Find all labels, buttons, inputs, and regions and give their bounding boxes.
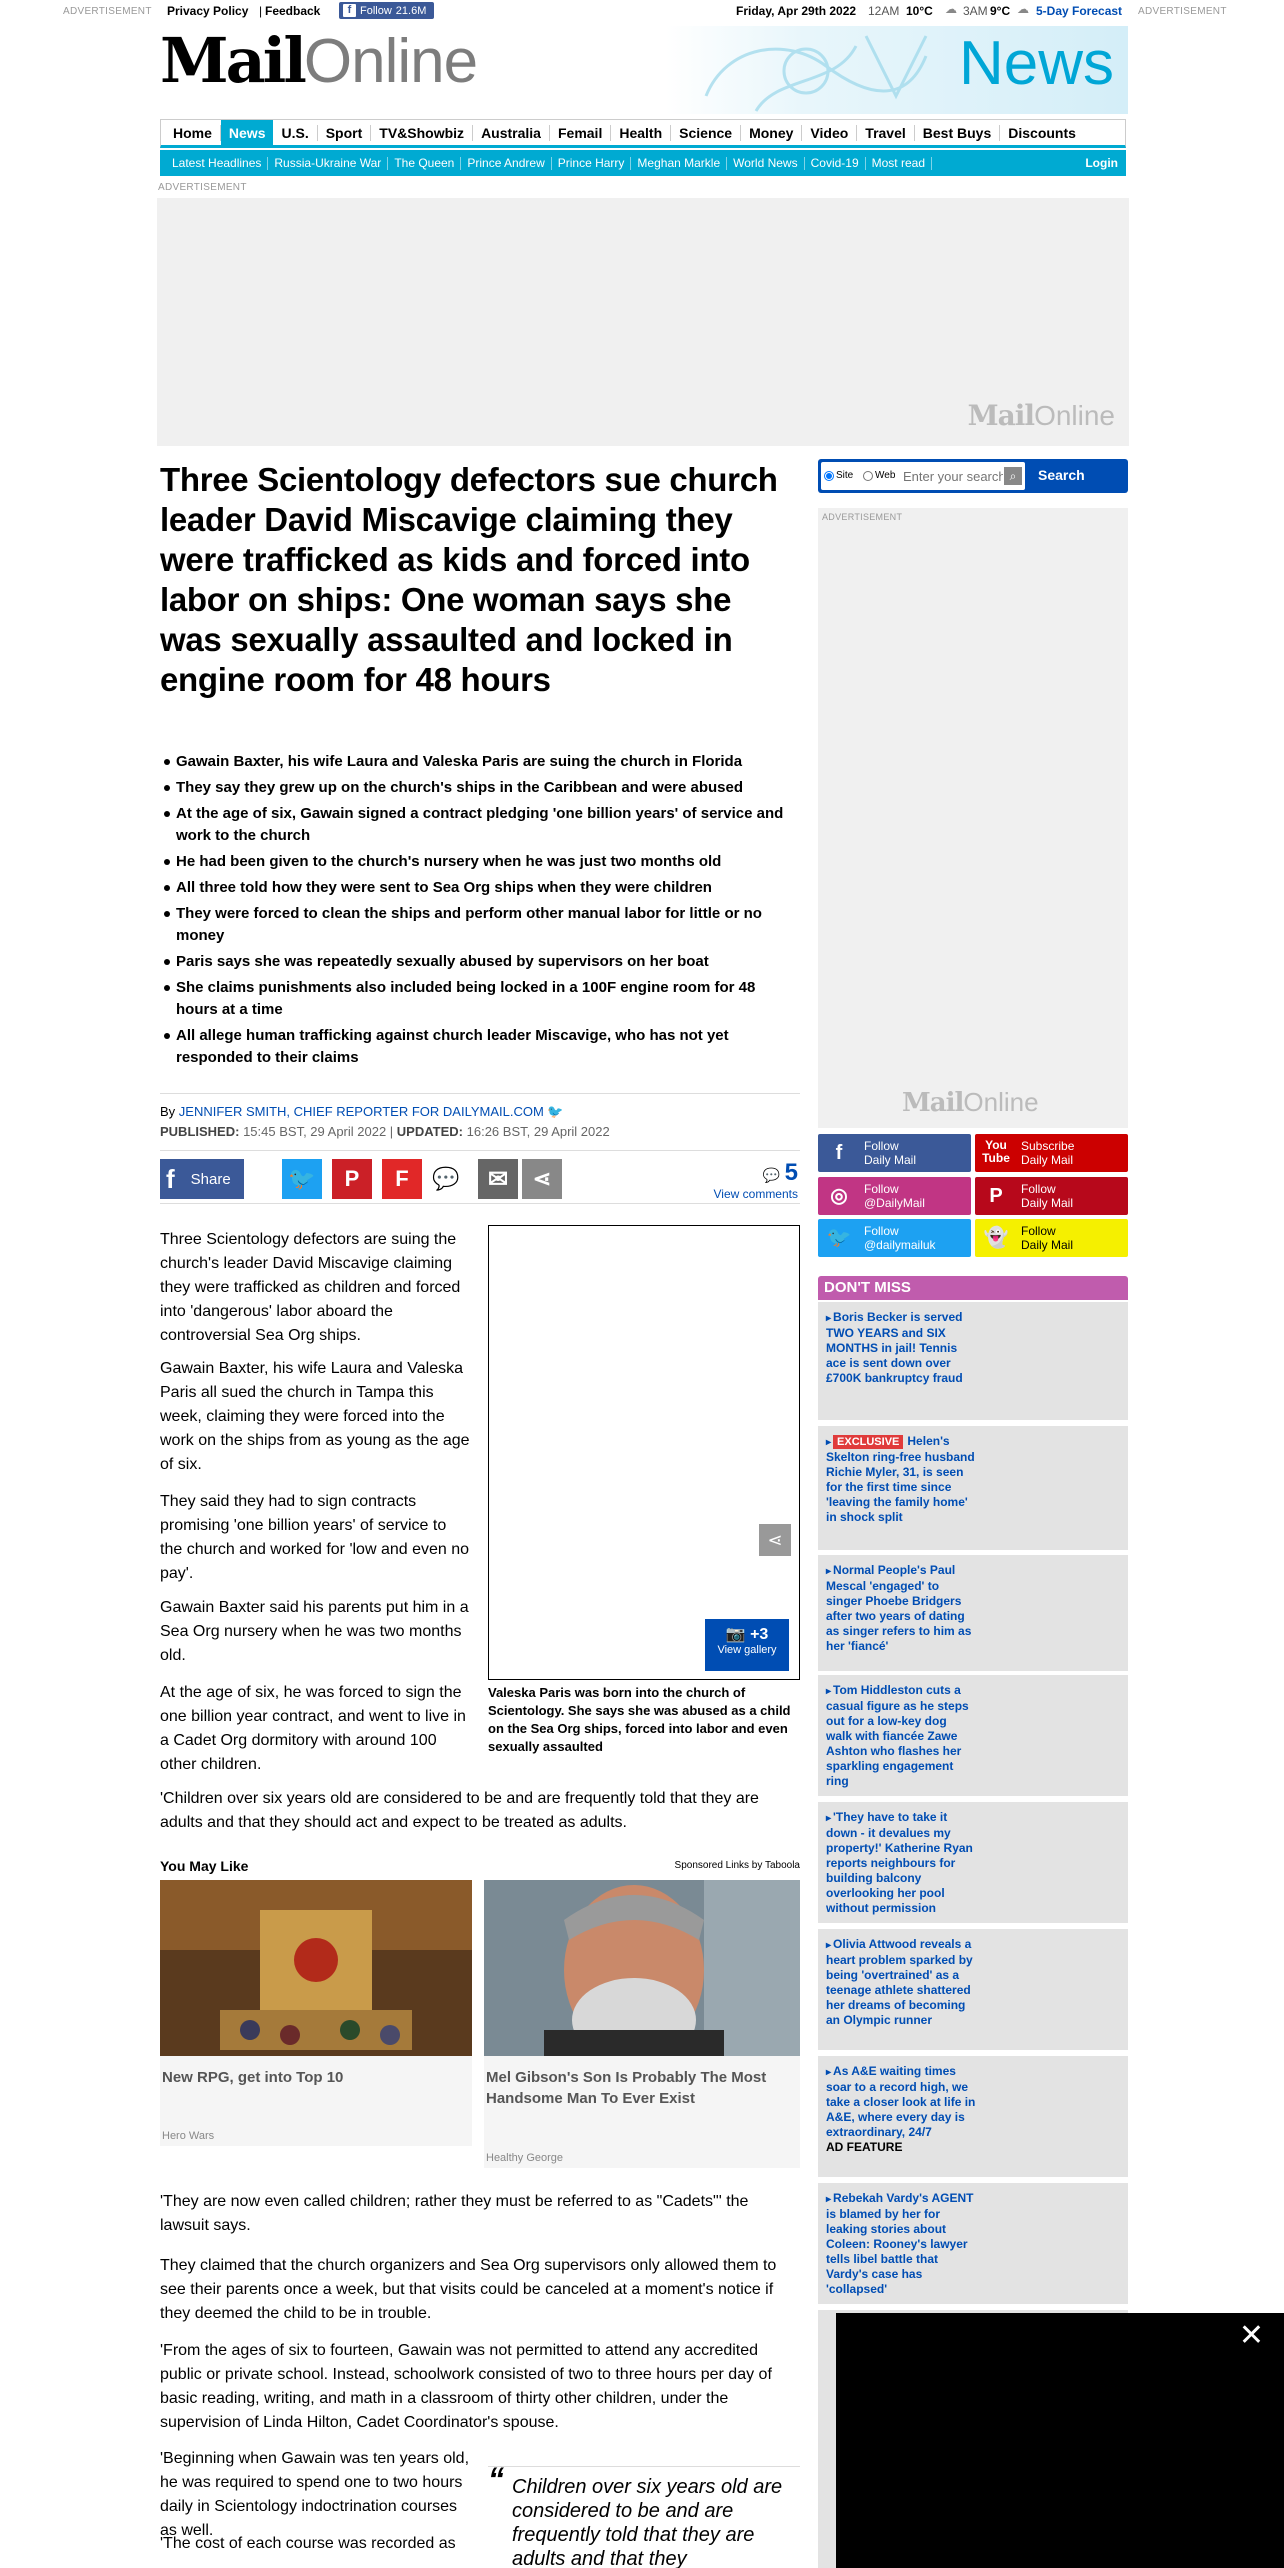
- pinterest-icon: P: [989, 1185, 1003, 1207]
- summary-bullet: All allege human trafficking against church leader Miscavige, who has not yet responded to their claims: [160, 1025, 800, 1069]
- follow-snapchat-button[interactable]: 👻 Follow Daily Mail: [975, 1219, 1128, 1257]
- nav-item-femail[interactable]: Femail: [550, 125, 611, 141]
- facebook-follow-button[interactable]: [339, 2, 434, 19]
- snapchat-icon: 👻: [983, 1227, 1009, 1249]
- section-title: News: [958, 29, 1114, 98]
- exclusive-badge: EXCLUSIVE: [833, 1435, 903, 1449]
- article-paragraph: 'The cost of each course was recorded as: [160, 2535, 456, 2552]
- site-radio[interactable]: [824, 471, 834, 481]
- pull-quote: [488, 2461, 800, 2568]
- messenger-icon: 💬: [432, 1166, 460, 1191]
- article-headline: Three Scientology defectors sue church leader David Miscavige claiming they were trafficked as kids and forced into labor on ships: One woman says she was sexually assaulted and locked in engine room for 48 hours: [160, 461, 778, 698]
- email-icon: ✉: [487, 1165, 509, 1193]
- nav-item-discounts[interactable]: Discounts: [1008, 124, 1076, 141]
- image-caption: Valeska Paris was born into the church of Scientology. She says she was abused as a child on the Sea Org ships, forced into labor and even sexually assaulted: [488, 1685, 791, 1754]
- article-paragraph: Three Scientology defectors are suing the church's leader David Miscavige claiming they were trafficked as children and forced into 'dangerous' labor aboard the controversial Sea Org ships.: [160, 1231, 461, 1344]
- you-may-like-module: [160, 1858, 800, 1874]
- weather-time-2: 3AM: [963, 4, 988, 18]
- logo-mail-text: Mail: [160, 24, 304, 97]
- web-radio[interactable]: [863, 471, 873, 481]
- advertisement-label: ADVERTISEMENT: [1138, 6, 1227, 17]
- instagram-icon: ◎: [830, 1185, 848, 1207]
- sponsored-card-image: [160, 1880, 472, 2056]
- author-link[interactable]: JENNIFER SMITH, CHIEF REPORTER FOR DAILYMAIL.COM: [178, 1104, 544, 1119]
- pinterest-icon: P: [344, 1166, 360, 1191]
- summary-bullet: Gawain Baxter, his wife Laura and Valeska Paris are suing the church in Florida: [160, 751, 800, 773]
- weather-time-1: 12AM: [868, 4, 900, 18]
- current-date: Friday, Apr 29th 2022: [736, 4, 857, 18]
- login-link[interactable]: Login: [1085, 156, 1118, 170]
- you-may-like-title: You May Like: [160, 1858, 249, 1874]
- floating-video-player[interactable]: [836, 2313, 1284, 2568]
- cloud-icon: ☁: [1017, 2, 1029, 16]
- pinterest-share-button[interactable]: [332, 1159, 372, 1199]
- subnav-item[interactable]: Most read: [866, 157, 932, 170]
- sponsored-card-source: Hero Wars: [162, 2130, 215, 2142]
- follow-facebook-button[interactable]: f Follow Daily Mail: [818, 1134, 971, 1172]
- site-logo[interactable]: [160, 24, 660, 114]
- facebook-icon: f: [343, 4, 356, 17]
- sponsored-card-title: Mel Gibson's Son Is Probably The Most Handsome Man To Ever Exist: [486, 2069, 767, 2107]
- logo-online-text: Online: [303, 27, 478, 96]
- ad-feature-label: AD FEATURE: [826, 2140, 903, 2154]
- close-icon[interactable]: ✕: [1238, 2319, 1264, 2352]
- search-input[interactable]: [903, 465, 1003, 487]
- subnav-item[interactable]: Meghan Markle: [631, 157, 727, 170]
- comments-link[interactable]: [714, 1159, 798, 1201]
- top-bar: [0, 0, 1284, 24]
- article-paragraph: They said they had to sign contracts promising 'one billion years' of service to the church and worked for 'low and even no pay'.: [160, 1493, 470, 1582]
- follow-instagram-button[interactable]: ◎ Follow @DailyMail: [818, 1177, 971, 1215]
- comment-bubble-icon: 💬: [762, 1167, 781, 1183]
- article-paragraph: 'From the ages of six to fourteen, Gawain was not permitted to attend any accredited public or private school. Instead, schoolwork consisted of two to three hours per day of basic reading, writing, and math in a classroom of thirty other children, under the supervision of Linda Hilton, Cadet Coordinator's spouse.: [160, 2342, 772, 2431]
- published-time: 15:45 BST, 29 April 2022: [243, 1124, 387, 1139]
- summary-bullet: At the age of six, Gawain signed a contract pledging 'one billion years' of service and work to the church: [160, 803, 800, 847]
- dont-miss-item[interactable]: ▸ 'They have to take it down - it devalues my property!' Katherine Ryan reports neighbours for building balcony overlooking her pool without permission: [818, 1802, 1128, 1923]
- article-paragraph: They claimed that the church organizers and Sea Org supervisors only allowed them to see their parents once a week, but that visits could be canceled at a moment's notice if they deemed the child to be in trouble.: [160, 2257, 777, 2322]
- dont-miss-item[interactable]: ▸ EXCLUSIVE Helen's Skelton ring-free husband Richie Myler, 31, is seen for the first time since 'leaving the family home' in shock split: [818, 1426, 1128, 1550]
- share-bar: [160, 1150, 800, 1204]
- view-gallery-button[interactable]: [705, 1619, 789, 1671]
- twitter-icon: 🐦: [288, 1166, 316, 1191]
- secondary-nav: [160, 150, 1126, 176]
- share-icon: ⋖: [532, 1166, 552, 1191]
- top-advertisement[interactable]: [157, 198, 1129, 446]
- nav-item-news[interactable]: News: [221, 120, 274, 146]
- facebook-follow-count: 21.6M: [395, 4, 427, 17]
- updated-label: UPDATED:: [396, 1124, 463, 1139]
- summary-bullet: He had been given to the church's nursery when he was just two months old: [160, 851, 800, 873]
- subnav-item[interactable]: Prince Andrew: [461, 157, 551, 170]
- flipboard-share-button[interactable]: [382, 1159, 422, 1199]
- advertisement-label: ADVERTISEMENT: [158, 182, 247, 193]
- byline: By JENNIFER SMITH, CHIEF REPORTER FOR DAILYMAIL.COM 🐦 PUBLISHED: 15:45 BST, 29 April 2022 | UPDATED: 16:26 BST, 29 April 2022: [160, 1093, 800, 1142]
- messenger-share-button[interactable]: [428, 1159, 464, 1199]
- follow-youtube-button[interactable]: You Tube Subscribe Daily Mail: [975, 1134, 1128, 1172]
- article-paragraph: At the age of six, he was forced to sign the one billion year contract, and went to live in a Cadet Org dormitory with around 100 other children.: [160, 1684, 466, 1773]
- magnifier-icon[interactable]: ⌕: [1004, 467, 1022, 485]
- nav-item-tvshowbiz[interactable]: TV&Showbiz: [371, 125, 473, 141]
- subnav-item[interactable]: Covid-19: [805, 157, 866, 170]
- dont-miss-item[interactable]: ▸ Tom Hiddleston cuts a casual figure as he steps out for a low-key dog walk with fiancée Zawe Ashton who flashes her sparkling engagement ring: [818, 1675, 1128, 1796]
- sponsored-card-source: Healthy George: [486, 2152, 564, 2164]
- pull-quote-text: Children over six years old are considered to be and are frequently told that they are adults and that they: [512, 2476, 783, 2568]
- search-field-wrapper: [821, 462, 1025, 490]
- five-day-forecast-link[interactable]: 5-Day Forecast: [1036, 4, 1123, 18]
- nav-item-home[interactable]: Home: [165, 125, 221, 141]
- summary-bullet: They say they grew up on the church's ships in the Caribbean and were abused: [160, 777, 800, 799]
- search-option-web[interactable]: Web: [863, 470, 895, 481]
- gallery-count: +3: [750, 1626, 769, 1643]
- section-banner: [666, 26, 1128, 114]
- sponsored-card-image: [484, 1880, 800, 2056]
- published-label: PUBLISHED:: [160, 1124, 240, 1139]
- follow-twitter-button[interactable]: 🐦 Follow @dailymailuk: [818, 1219, 971, 1257]
- nav-item-science[interactable]: Science: [671, 125, 741, 141]
- nav-item-us[interactable]: U.S.: [273, 125, 317, 141]
- privacy-policy-link[interactable]: Privacy Policy: [167, 4, 249, 18]
- search-option-site[interactable]: Site: [824, 470, 853, 481]
- nav-item-video[interactable]: Video: [802, 125, 857, 141]
- quote-mark-icon: “: [488, 2461, 504, 2497]
- image-share-button[interactable]: [759, 1524, 791, 1556]
- dont-miss-item[interactable]: ▸ Boris Becker is served TWO YEARS and SIX MONTHS in jail! Tennis ace is sent down over £700K bankruptcy fraud: [818, 1302, 1128, 1420]
- advertisement-label: ADVERTISEMENT: [822, 512, 903, 522]
- nav-item-australia[interactable]: Australia: [473, 125, 550, 141]
- view-comments-label: View comments: [713, 1187, 798, 1201]
- nav-item-best-buys[interactable]: Best Buys: [915, 125, 1000, 141]
- follow-pinterest-button[interactable]: P Follow Daily Mail: [975, 1177, 1128, 1215]
- camera-icon: 📷: [725, 1626, 746, 1643]
- summary-bullet: Paris says she was repeatedly sexually abused by supervisors on her boat: [160, 951, 800, 973]
- divider: |: [259, 4, 263, 18]
- flipboard-icon: F: [395, 1166, 409, 1191]
- updated-time: 16:26 BST, 29 April 2022: [466, 1124, 610, 1139]
- view-gallery-label: View gallery: [717, 1644, 777, 1656]
- search-button[interactable]: Search: [1038, 467, 1085, 483]
- sidebar-advertisement[interactable]: [818, 508, 1128, 1128]
- summary-bullet: They were forced to clean the ships and perform other manual labor for little or no money: [160, 903, 800, 947]
- youtube-icon: You Tube: [982, 1138, 1010, 1165]
- article-summary-bullets: [160, 751, 800, 1073]
- article-paragraph: 'Children over six years old are considered to be and are frequently told that they are adults and that they should act and expect to be treated as adults.: [160, 1790, 759, 1831]
- dont-miss-header: DON'T MISS: [818, 1276, 1128, 1300]
- article-paragraph: 'They are now even called children; rather they must be referred to as "Cadets"' the lawsuit says.: [160, 2193, 749, 2234]
- article-paragraph: Gawain Baxter said his parents put him in a Sea Org nursery when he was two months old.: [160, 1599, 469, 1664]
- email-share-button[interactable]: [478, 1159, 518, 1199]
- weather-temp-1: 10°C: [906, 4, 933, 18]
- sponsored-label[interactable]: Sponsored Links by Taboola: [674, 1860, 800, 1871]
- nav-item-sport[interactable]: Sport: [318, 125, 372, 141]
- dont-miss-item[interactable]: ▸ Olivia Attwood reveals a heart problem sparked by being 'overtrained' as a teenage athlete shattered her dreams of becoming an Olympic runner: [818, 1929, 1128, 2050]
- more-share-button[interactable]: [522, 1159, 562, 1199]
- summary-bullet: All three told how they were sent to Sea Org ships when they were children: [160, 877, 800, 899]
- by-label: By: [160, 1104, 176, 1119]
- nav-item-health[interactable]: Health: [611, 125, 671, 141]
- facebook-follow-label: Follow: [360, 4, 392, 17]
- search-bar: [818, 459, 1128, 493]
- subnav-item[interactable]: Russia-Ukraine War: [268, 157, 388, 170]
- subnav-item[interactable]: Prince Harry: [552, 157, 632, 170]
- sponsored-card[interactable]: [160, 1880, 472, 2146]
- dont-miss-item[interactable]: ▸ Normal People's Paul Mescal 'engaged' to singer Phoebe Bridgers after two years of dating as singer refers to him as her 'fiancé': [818, 1555, 1128, 1671]
- twitter-icon[interactable]: 🐦: [547, 1104, 564, 1119]
- twitter-icon: 🐦: [826, 1227, 852, 1249]
- dont-miss-item[interactable]: ▸ Rebekah Vardy's AGENT is blamed by her for leaking stories about Coleen: Rooney's lawyer tells libel battle that Vardy's case has 'collapsed': [818, 2183, 1128, 2304]
- nav-item-money[interactable]: Money: [741, 125, 802, 141]
- dont-miss-item[interactable]: ▸ As A&E waiting times soar to a record high, we take a closer look at life in A&E, where every day is extraordinary, 24/7 AD FEATURE: [818, 2056, 1128, 2177]
- facebook-icon: f: [166, 1163, 175, 1194]
- subnav-item[interactable]: World News: [727, 157, 804, 170]
- weather-temp-2: 9°C: [990, 4, 1011, 18]
- ad-placeholder-logo: MailOnline: [902, 1087, 1039, 1118]
- ad-placeholder-logo: MailOnline: [967, 399, 1115, 432]
- article-paragraph: 'Beginning when Gawain was ten years old, he was required to spend one to two hours daily in Scientology indoctrination courses as well.: [160, 2450, 470, 2539]
- summary-bullet: She claims punishments also included being locked in a 100F engine room for 48 hours at a time: [160, 977, 800, 1021]
- sponsored-card[interactable]: [484, 1880, 800, 2168]
- article-image[interactable]: [488, 1225, 800, 1680]
- advertisement-label: ADVERTISEMENT: [63, 6, 152, 17]
- comments-count: 5: [784, 1159, 798, 1186]
- share-label: Share: [190, 1170, 231, 1188]
- subnav-item[interactable]: Latest Headlines: [166, 157, 268, 170]
- facebook-share-button[interactable]: [160, 1159, 244, 1199]
- feedback-link[interactable]: Feedback: [265, 4, 321, 18]
- cloud-icon: ☁: [945, 2, 957, 16]
- facebook-icon: f: [835, 1142, 843, 1164]
- subnav-item[interactable]: The Queen: [388, 157, 461, 170]
- sponsored-card-title: New RPG, get into Top 10: [162, 2069, 344, 2086]
- article-paragraph: Gawain Baxter, his wife Laura and Valeska Paris all sued the church in Tampa this week, claiming they were forced into the work on the ships from as young as the age of six.: [160, 1360, 470, 1473]
- primary-nav: [160, 119, 1126, 148]
- nav-item-travel[interactable]: Travel: [857, 125, 914, 141]
- share-icon: ⋖: [767, 1529, 783, 1550]
- twitter-share-button[interactable]: [282, 1159, 322, 1199]
